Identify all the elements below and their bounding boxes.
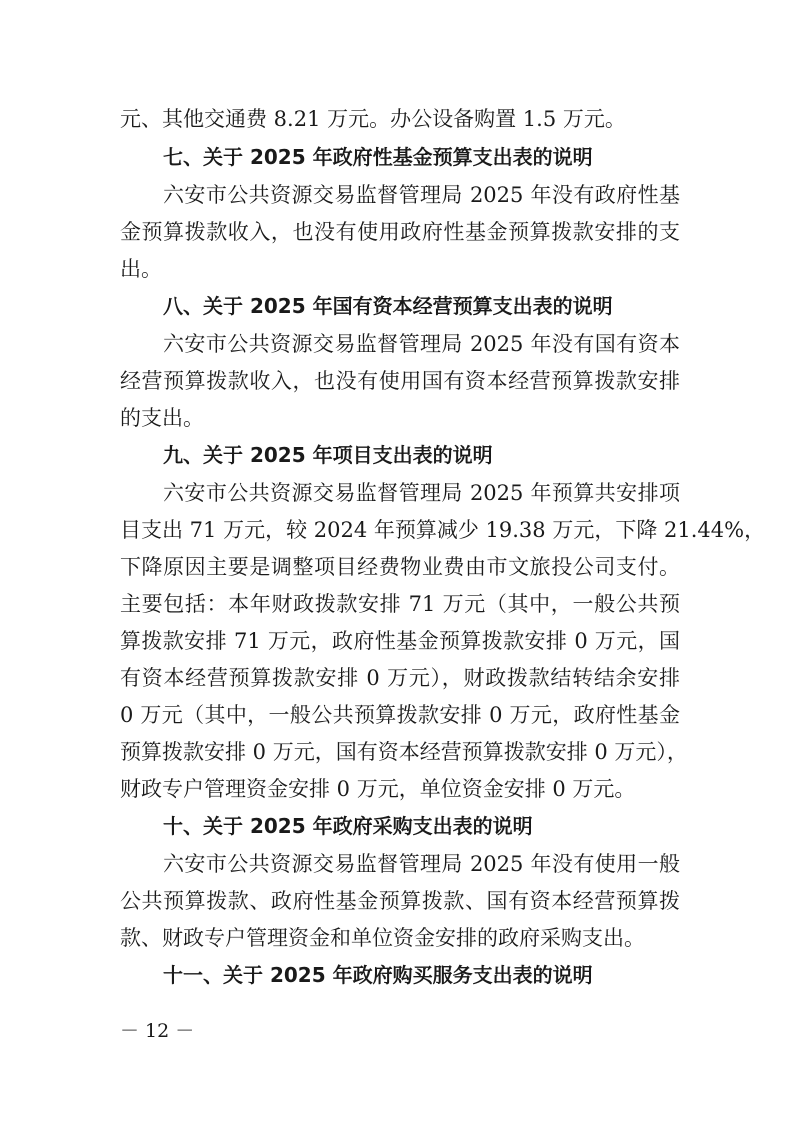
- section-heading-8: 八、关于 2025 年国有资本经营预算支出表的说明: [163, 294, 613, 318]
- body-text-line: 主要包括：本年财政拨款安排 71 万元（其中，一般公共预: [120, 592, 680, 616]
- section-heading-9: 九、关于 2025 年项目支出表的说明: [163, 443, 493, 467]
- body-text-line: 六安市公共资源交易监督管理局 2025 年预算共安排项: [163, 481, 680, 505]
- section-heading-10: 十、关于 2025 年政府采购支出表的说明: [163, 814, 533, 838]
- body-text-line: 预算拨款安排 0 万元，国有资本经营预算拨款安排 0 万元），: [120, 740, 688, 764]
- body-text-line: 元、其他交通费 8.21 万元。办公设备购置 1.5 万元。: [120, 107, 626, 131]
- section-heading-11: 十一、关于 2025 年政府购买服务支出表的说明: [163, 963, 593, 987]
- body-text-line: 公共预算拨款、政府性基金预算拨款、国有资本经营预算拨: [120, 889, 680, 913]
- body-text-line: 六安市公共资源交易监督管理局 2025 年没有使用一般: [163, 852, 680, 876]
- body-text-line: 算拨款安排 71 万元，政府性基金预算拨款安排 0 万元，国: [120, 629, 680, 653]
- body-text-line: 目支出 71 万元，较 2024 年预算减少 19.38 万元，下降 21.44%，: [120, 518, 766, 542]
- body-text-line: 出。: [120, 257, 162, 281]
- body-text-line: 款、财政专户管理资金和单位资金安排的政府采购支出。: [120, 926, 645, 950]
- body-text-line: 下降原因主要是调整项目经费物业费由市文旅投公司支付。: [120, 555, 680, 579]
- body-text-line: 有资本经营预算拨款安排 0 万元），财政拨款结转结余安排: [120, 666, 680, 690]
- section-heading-7: 七、关于 2025 年政府性基金预算支出表的说明: [163, 145, 593, 169]
- body-text-line: 金预算拨款收入，也没有使用政府性基金预算拨款安排的支: [120, 220, 680, 244]
- body-text-line: 六安市公共资源交易监督管理局 2025 年没有政府性基: [163, 183, 680, 207]
- page-number: － 12 －: [120, 1020, 195, 1042]
- body-text-line: 0 万元（其中，一般公共预算拨款安排 0 万元，政府性基金: [120, 703, 680, 727]
- body-text-line: 的支出。: [120, 406, 204, 430]
- body-text-line: 经营预算拨款收入，也没有使用国有资本经营预算拨款安排: [120, 369, 680, 393]
- body-text-line: 财政专户管理资金安排 0 万元，单位资金安排 0 万元。: [120, 777, 636, 801]
- body-text-line: 六安市公共资源交易监督管理局 2025 年没有国有资本: [163, 332, 680, 356]
